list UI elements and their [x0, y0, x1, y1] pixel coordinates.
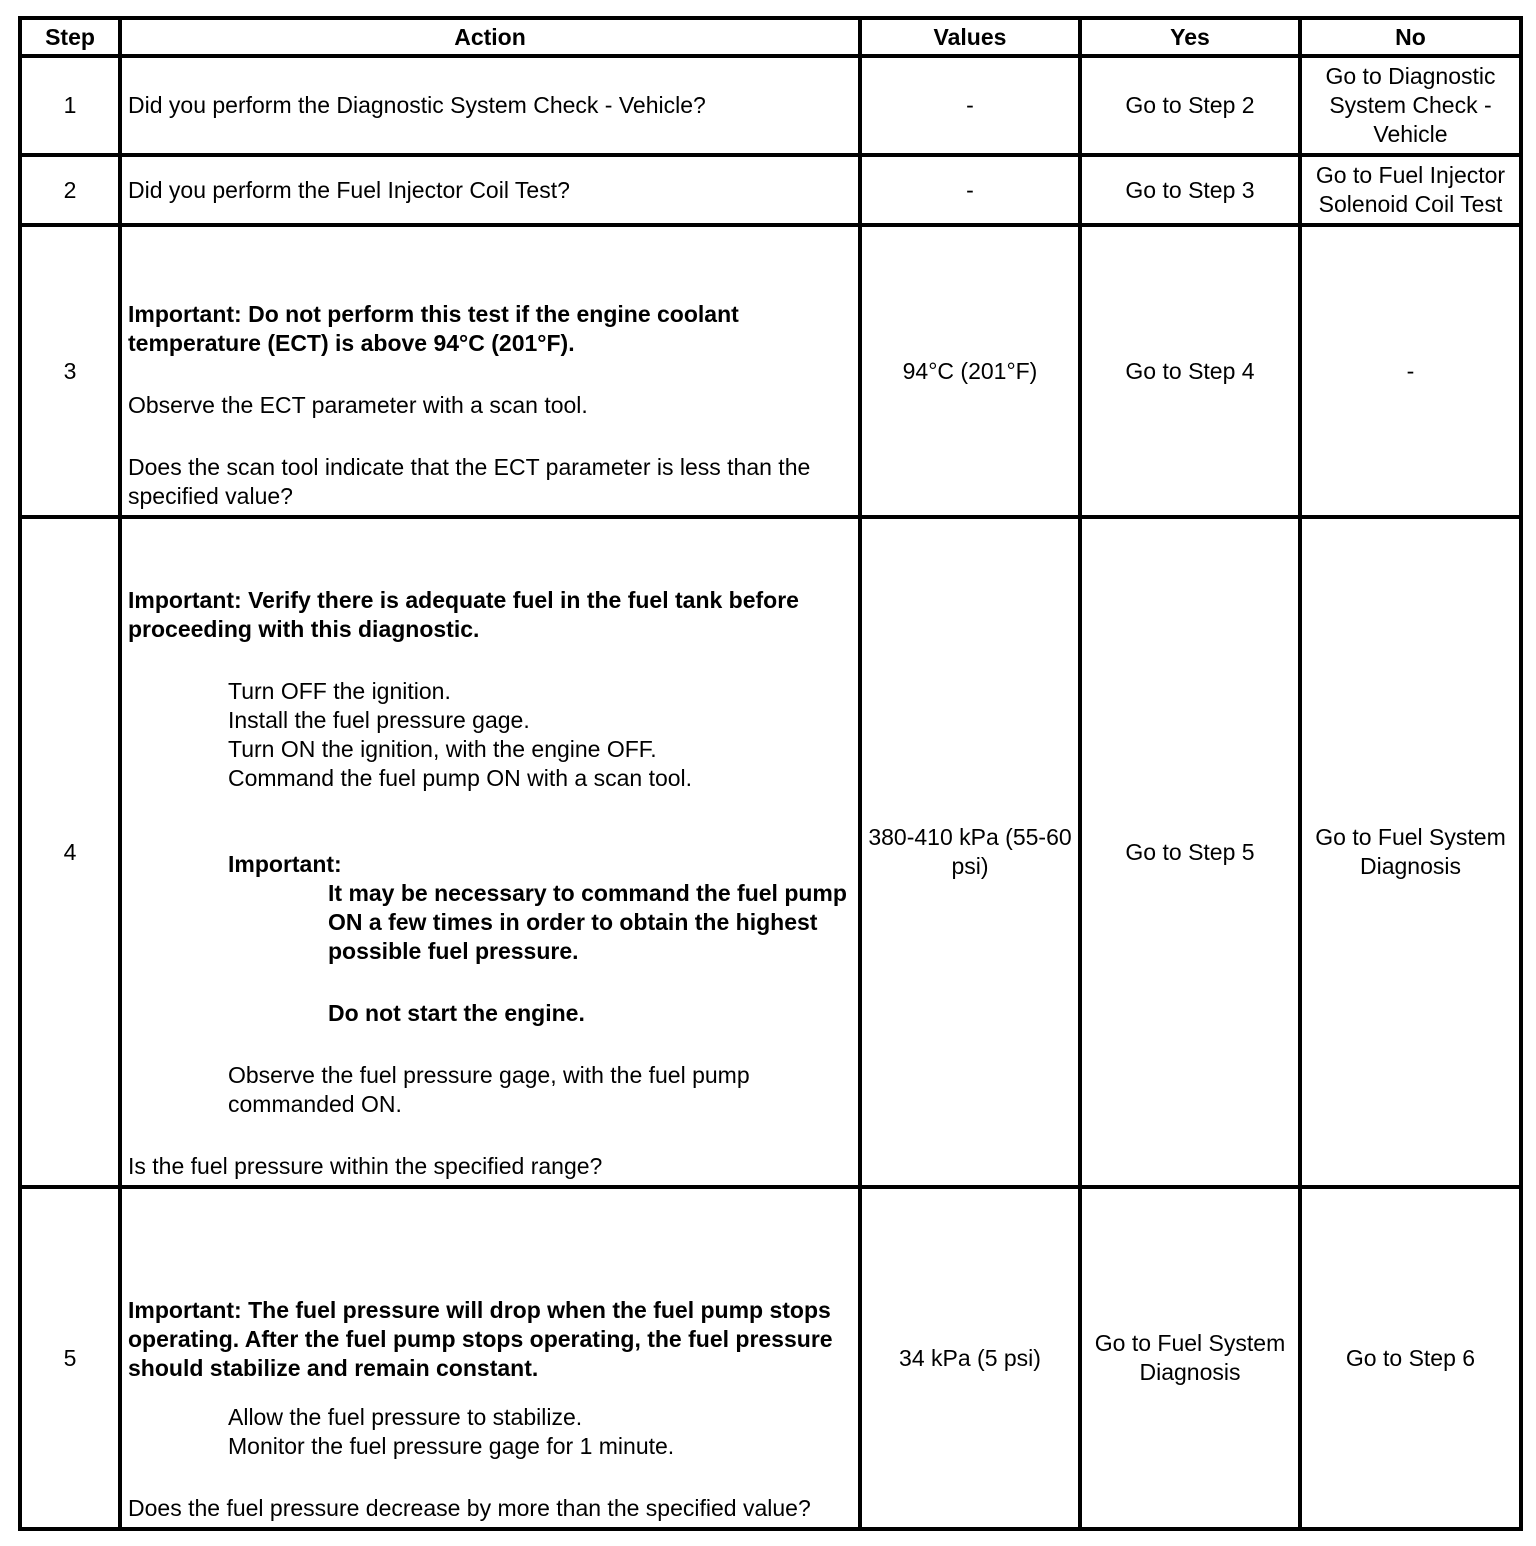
observe-instruction: Observe the fuel pressure gage, with the fuel pump commanded ON.	[228, 1062, 750, 1117]
yes-cell: Go to Fuel System Diagnosis	[1080, 1187, 1300, 1529]
question-text: Is the fuel pressure within the specified range?	[128, 1153, 603, 1179]
header-action: Action	[120, 18, 860, 56]
table-row	[20, 517, 1521, 1187]
yes-cell: Go to Step 5	[1080, 517, 1300, 1187]
sub-important-warning: Do not start the engine.	[328, 1000, 585, 1026]
list-item: Command the fuel pump ON with a scan tool.	[228, 765, 693, 791]
step-number: 2	[20, 155, 120, 225]
header-yes: Yes	[1080, 18, 1300, 56]
list-item: Turn OFF the ignition.	[228, 678, 451, 704]
step-number: 1	[20, 56, 120, 155]
step-number: 4	[20, 517, 120, 1187]
action-cell	[120, 1187, 860, 1529]
question-text: Does the scan tool indicate that the ECT parameter is less than the specified value?	[128, 454, 811, 509]
step-number: 3	[20, 225, 120, 517]
values-cell: -	[860, 155, 1080, 225]
no-cell: Go to Fuel System Diagnosis	[1300, 517, 1521, 1187]
values-cell: 34 kPa (5 psi)	[860, 1187, 1080, 1529]
question-text: Does the fuel pressure decrease by more than the specified value?	[128, 1495, 811, 1521]
table-row	[20, 155, 1521, 225]
list-item: Allow the fuel pressure to stabilize.	[228, 1404, 583, 1430]
sub-important-note: It may be necessary to command the fuel pump ON a few times in order to obtain the highest possible fuel pressure.	[328, 880, 847, 964]
values-cell: 94°C (201°F)	[860, 225, 1080, 517]
list-item: Install the fuel pressure gage.	[228, 707, 530, 733]
procedure-list	[128, 677, 852, 793]
table-row	[20, 56, 1521, 155]
table-row	[20, 1187, 1521, 1529]
list-item: Turn ON the ignition, with the engine OFF.	[228, 736, 657, 762]
action-text: Did you perform the Diagnostic System Check - Vehicle?	[120, 56, 860, 155]
action-text: Did you perform the Fuel Injector Coil Test?	[120, 155, 860, 225]
no-cell: -	[1300, 225, 1521, 517]
no-cell: Go to Diagnostic System Check - Vehicle	[1300, 56, 1521, 155]
list-item: Monitor the fuel pressure gage for 1 minute.	[228, 1433, 675, 1459]
yes-cell: Go to Step 3	[1080, 155, 1300, 225]
no-cell: Go to Step 6	[1300, 1187, 1521, 1529]
important-note: Important: Do not perform this test if the engine coolant temperature (ECT) is above 94°C (201°F).	[128, 301, 739, 356]
yes-cell: Go to Step 4	[1080, 225, 1300, 517]
yes-cell: Go to Step 2	[1080, 56, 1300, 155]
diagnostic-table	[18, 16, 1523, 1531]
sub-important-label: Important:	[228, 851, 342, 877]
values-cell: 380-410 kPa (55-60 psi)	[860, 517, 1080, 1187]
action-cell	[120, 517, 860, 1187]
important-note: Important: The fuel pressure will drop when the fuel pump stops operating. After the fuel pump stops operating, the fuel pressure should stabilize and remain constant.	[128, 1297, 833, 1381]
observe-instruction: Observe the ECT parameter with a scan tool.	[128, 392, 588, 418]
procedure-list	[128, 1403, 852, 1461]
header-no: No	[1300, 18, 1521, 56]
values-cell: -	[860, 56, 1080, 155]
no-cell: Go to Fuel Injector Solenoid Coil Test	[1300, 155, 1521, 225]
header-row	[20, 18, 1521, 56]
important-note: Important: Verify there is adequate fuel in the fuel tank before proceeding with this diagnostic.	[128, 587, 799, 642]
action-cell	[120, 225, 860, 517]
header-values: Values	[860, 18, 1080, 56]
table-row	[20, 225, 1521, 517]
step-number: 5	[20, 1187, 120, 1529]
header-step: Step	[20, 18, 120, 56]
